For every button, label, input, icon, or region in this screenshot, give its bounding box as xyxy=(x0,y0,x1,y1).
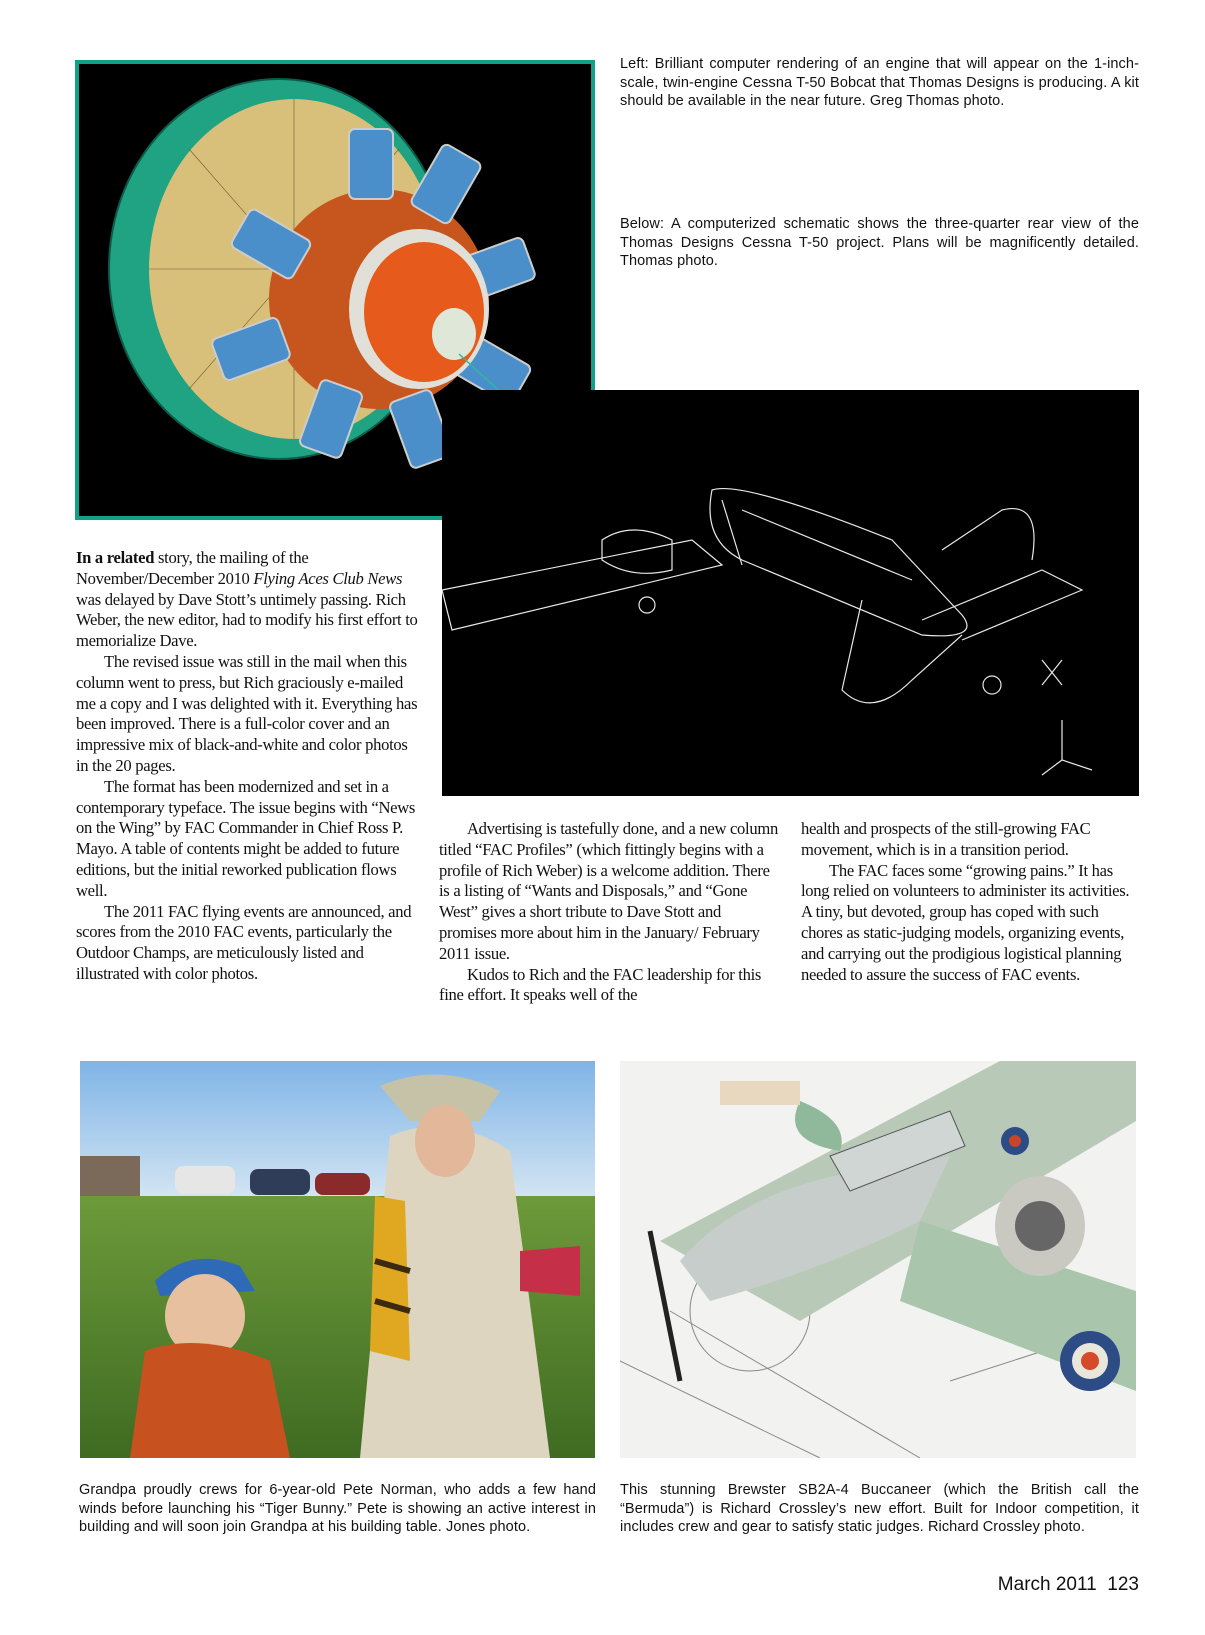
article-column-2 xyxy=(439,819,779,1006)
grandpa-caption: Grandpa proudly crews for 6-year-old Pete Norman, who adds a few hand winds before launching his “Tiger Bunny.” Pete is showing an active interest in building and will soon join Grandpa at his building table. Jones photo. xyxy=(79,1482,596,1536)
issue-date: March 2011 xyxy=(997,1574,1097,1595)
lead-in: In a related xyxy=(76,548,155,567)
grandpa-photo xyxy=(80,1061,595,1458)
text: story, the mailing of the November/December 2010 xyxy=(76,548,309,588)
paragraph: Kudos to Rich and the FAC leadership for this fine effort. It speaks well of the xyxy=(439,964,762,1005)
publication-title: Flying Aces Club News xyxy=(253,568,403,588)
brewster-model-photo xyxy=(620,1061,1136,1458)
paragraph: Advertising is tastefully done, and a new column titled “FAC Profiles” (which fittingly begins with a profile of Rich Weber) is a welcome addition. There is a listing of “Wants and Disposals,” and “Gone West” gives a short tribute to Dave Stott and promises more about him in the January/ February 2011 issue. xyxy=(439,819,778,963)
page-footer xyxy=(998,1574,1139,1596)
paragraph xyxy=(76,548,421,652)
article-column-3 xyxy=(801,819,1141,985)
paragraph: The 2011 FAC flying events are announced, and scores from the 2010 FAC events, particularly the Outdoor Champs, are meticulously listed and illustrated with color photos. xyxy=(76,901,412,983)
brewster-caption: This stunning Brewster SB2A-4 Buccaneer (which the British call the “Bermuda”) is Richard Crossley’s new effort. Built for Indoor competition, it includes crew and gear to satisfy static judges. Richard Crossley photo. xyxy=(620,1482,1139,1536)
page-number: 123 xyxy=(1107,1574,1139,1595)
schematic-photo xyxy=(442,390,1139,796)
paragraph: The FAC faces some “growing pains.” It has long relied on volunteers to administer its activities. A tiny, but devoted, group has coped with such chores as static-judging models, organizing events, and carrying out the prodigious logistical planning needed to assure the success of FAC events. xyxy=(801,860,1130,984)
schematic-caption: Below: A computerized schematic shows the three-quarter rear view of the Thomas Designs Cessna T-50 project. Plans will be magnificently detailed. Thomas photo. xyxy=(620,216,1139,270)
paragraph: The revised issue was still in the mail when this column went to press, but Rich graciously e-mailed me a copy and I was delighted with it. Everything has been improved. There is a full-color cover and an impressive mix of black-and-white and color photos in the 20 pages. xyxy=(76,651,418,775)
article-column-1 xyxy=(76,548,421,985)
engine-caption: Left: Brilliant computer rendering of an engine that will appear on the 1-inch-scale, twin-engine Cessna T-50 Bobcat that Thomas Designs is producing. A kit should be available in the near future. Greg Thomas photo. xyxy=(620,56,1139,110)
paragraph: health and prospects of the still-growing FAC movement, which is in a transition period. xyxy=(801,819,1091,859)
text: was delayed by Dave Stott’s untimely passing. Rich Weber, the new editor, had to modify his first effort to memorialize Dave. xyxy=(76,589,418,651)
paragraph: The format has been modernized and set in a contemporary typeface. The issue begins with “News on the Wing” by FAC Commander in Chief Ross P. Mayo. A table of contents might be added to future editions, but the initial reworked publication flows well. xyxy=(76,776,416,900)
